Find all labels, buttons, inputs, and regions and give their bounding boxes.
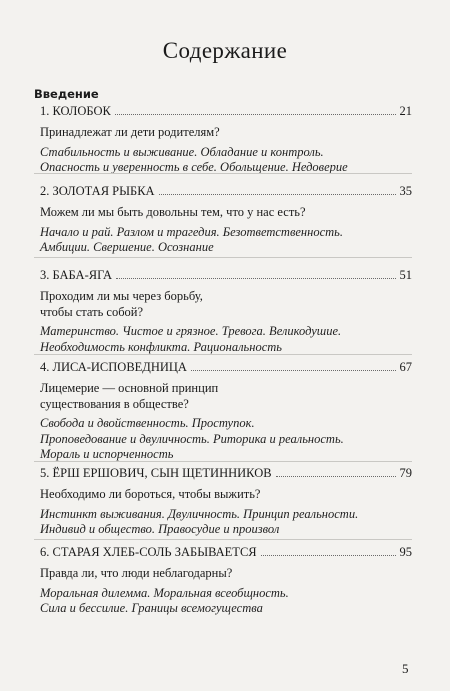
question-line: Проходим ли мы через борьбу, [40,289,203,303]
chapter-title[interactable]: 6. СТАРАЯ ХЛЕБ-СОЛЬ ЗАБЫВАЕТСЯ [40,545,257,559]
page-title: Содержание [162,38,288,63]
topics-line: Инстинкт выживания. Двуличность. Принцип реальности. [40,506,359,521]
chapter-title[interactable]: 5. ЁРШ ЕРШОВИЧ, СЫН ЩЕТИННИКОВ [40,466,272,480]
chapter-title[interactable]: 2. ЗОЛОТАЯ РЫБКА [40,184,155,198]
dot-leader [191,369,396,371]
chapter-question [40,289,412,320]
toc-entry-6[interactable] [40,545,412,617]
topics-line: Мораль и испорченность [40,447,174,461]
page-folio: 5 [402,661,409,676]
chapter-question [40,381,412,412]
topics-line: Сила и бессилие. Границы всемогущества [40,601,263,615]
chapter-title[interactable]: 3. БАБА-ЯГА [40,268,112,282]
dot-leader [159,193,396,195]
section-divider [34,461,412,462]
page-number[interactable]: 35 [399,184,412,198]
toc-entry-1[interactable] [40,104,412,176]
chapter-title[interactable]: 4. ЛИСА-ИСПОВЕДНИЦА [40,360,187,374]
chapter-topics [40,324,412,355]
topics-line: Необходимость конфликта. Рациональность [40,339,282,354]
topics-line: Опасность и уверенность в себе. Обольщение. Недоверие [40,160,348,174]
question-line: Необходимо ли бороться, чтобы выжить? [40,487,261,501]
chapter-question [40,125,412,141]
question-line: Лицемерие — основной принцип [40,381,219,395]
chapter-question [40,487,412,503]
question-line: Правда ли, что люди неблагодарны? [40,566,233,580]
chapter-question [40,205,412,221]
topics-line: Проповедование и двуличность. Риторика и реальность. [40,431,344,446]
topics-line: Материнство. Чистое и грязное. Тревога. Великодушие. [40,324,342,338]
topics-line: Стабильность и выживание. Обладание и контроль. [40,144,324,159]
topics-line: Свобода и двойственность. Проступок. [40,416,255,430]
dot-leader [261,554,396,556]
page-number[interactable]: 21 [399,104,412,118]
chapter-topics [40,225,412,256]
toc-entry-5[interactable] [40,466,412,538]
chapter-topics [40,145,412,176]
page-number[interactable]: 67 [399,360,412,374]
section-divider [34,354,412,355]
dot-leader [116,277,396,279]
page-number[interactable]: 95 [399,545,412,559]
question-line: Можем ли мы быть довольны тем, что у нас есть? [40,205,306,219]
dot-leader [115,113,396,115]
page-number[interactable]: 79 [399,466,412,480]
intro-heading: Введение [34,87,99,101]
topics-line: Индивид и общество. Правосудие и произвол [40,522,280,536]
question-line: чтобы стать собой? [40,304,144,319]
chapter-title[interactable]: 1. КОЛОБОК [40,104,111,118]
topics-line: Амбиции. Свершение. Осознание [40,240,214,254]
question-line: существования в обществе? [40,396,189,411]
toc-entry-3[interactable] [40,268,412,355]
chapter-topics [40,586,412,617]
chapter-question [40,566,412,582]
section-divider [34,173,412,174]
topics-line: Моральная дилемма. Моральная всеобщность. [40,585,289,600]
chapter-topics [40,507,412,538]
section-divider [34,539,412,540]
dot-leader [276,475,396,477]
toc-entry-2[interactable] [40,184,412,256]
toc-entry-4[interactable] [40,360,412,463]
section-divider [34,257,412,258]
chapter-topics [40,416,412,463]
page-number[interactable]: 51 [399,268,412,282]
topics-line: Начало и рай. Разлом и трагедия. Безответственность. [40,224,343,239]
question-line: Принадлежат ли дети родителям? [40,125,220,139]
